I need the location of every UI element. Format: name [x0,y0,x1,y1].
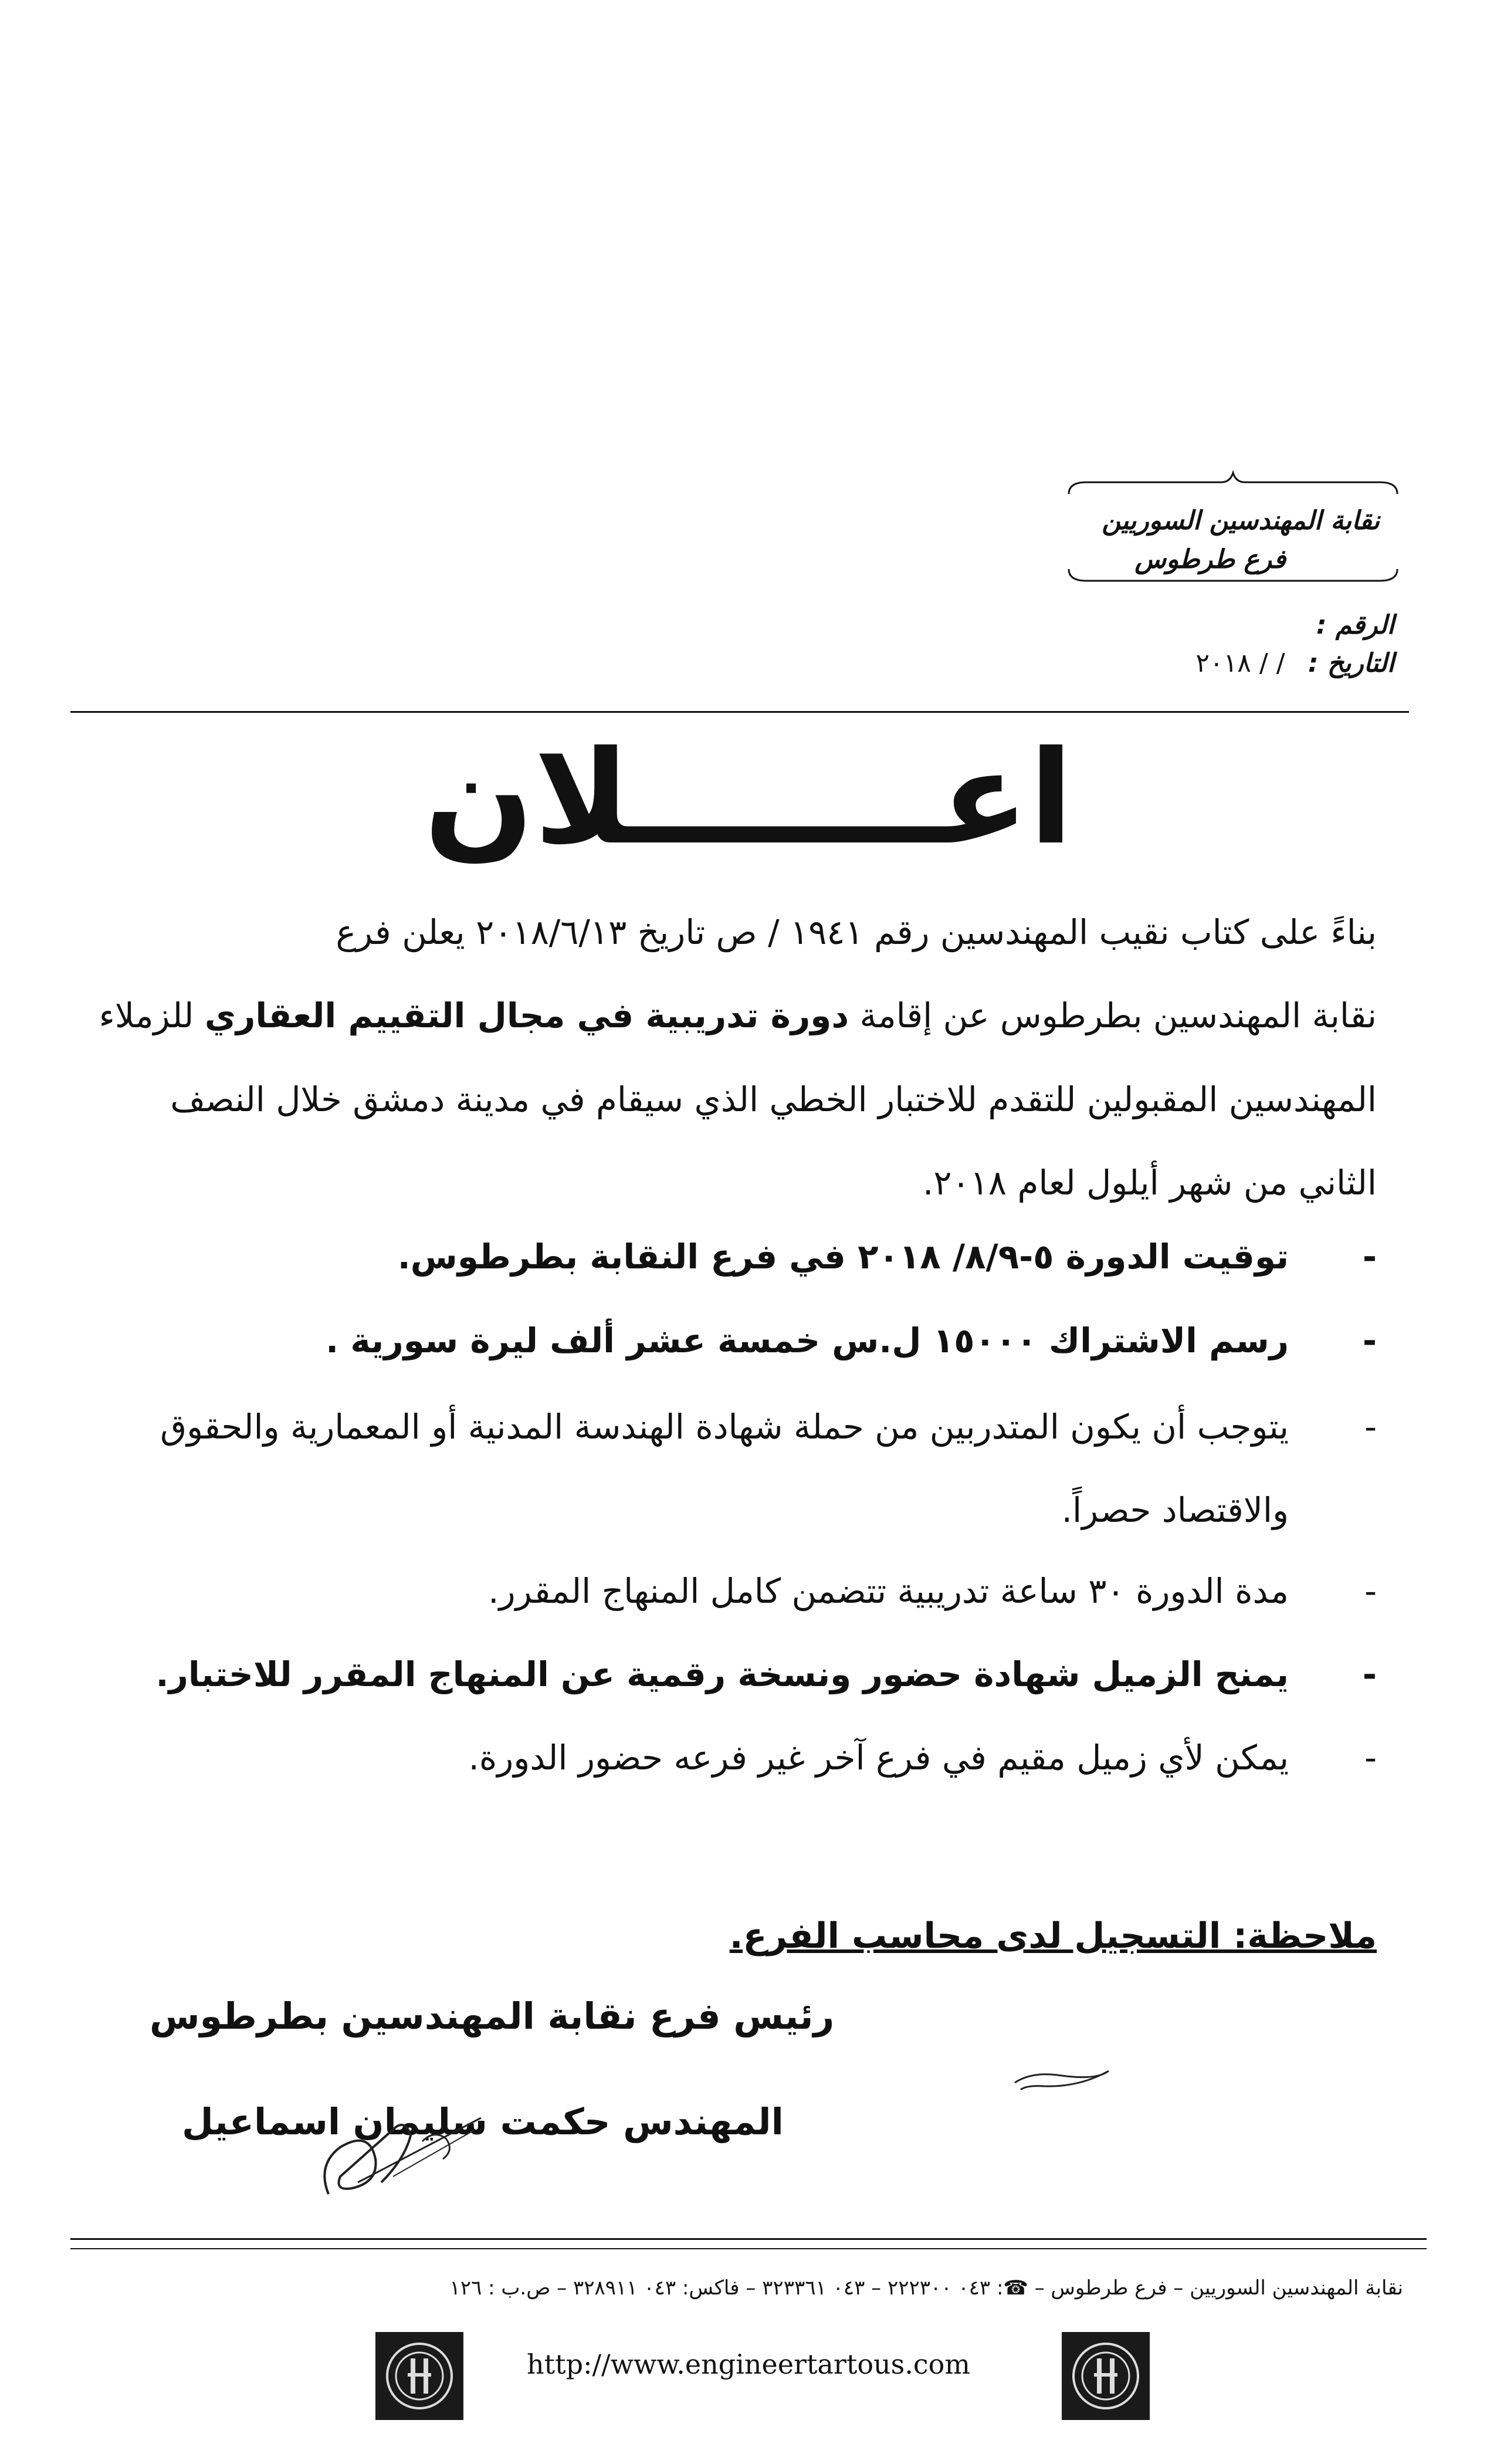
list-item-continuation [141,1490,1377,1537]
list-dash: - [1362,1237,1377,1277]
list-item-text: رسم الاشتراك ١٥٠٠٠ ل.س خمسة عشر ألف ليرة سورية . [326,1321,1289,1360]
org-header-box [1063,469,1403,593]
list-item-text: يمنح الزميل شهادة حضور ونسخة رقمية عن المنهاج المقرر للاختبار. [155,1654,1289,1694]
date-label: التاريخ : [1308,648,1394,678]
list-dash: - [1362,1654,1377,1694]
list-item-text: توقيت الدورة ٥-٨/٩/ ٢٠١٨ في فرع النقابة بطرطوس. [397,1237,1289,1277]
signatory-name: المهندس حكمت سليمان اسماعيل [182,2100,784,2143]
website-link[interactable]: http://www.engineertartous.com [527,2348,970,2380]
list-item-continuation-text: والاقتصاد حصراً. [1061,1490,1289,1530]
list-item [141,1407,1377,1454]
initials-mark [1009,2059,1115,2100]
body-line-3: المهندسين المقبولين للتقدم للاختبار الخطي الذي سيقام في مدينة دمشق خلال النصف [170,1079,1377,1119]
list-item-text: يتوجب أن يكون المتدربين من حملة شهادة الهندسة المدنية أو المعمارية والحقوق [160,1407,1289,1447]
list-item [141,1654,1377,1701]
list-item [141,1321,1377,1368]
list-item [141,1237,1377,1284]
registration-note: ملاحظة: التسجيل لدى محاسب الفرع. [729,1915,1377,1957]
body-line-4: الثاني من شهر أيلول لعام ٢٠١٨. [922,1163,1377,1203]
body-line-2-start: نقابة المهندسين بطرطوس عن إقامة [859,996,1377,1035]
body-line-2-end: للزملاء [99,996,194,1035]
footer-divider [70,2238,1427,2240]
list-item [141,1738,1377,1785]
list-dash: - [1364,1407,1377,1447]
signatory-title: رئيس فرع نقابة المهندسين بطرطوس [150,1995,835,2037]
list-item-text: مدة الدورة ٣٠ ساعة تدريبية تتضمن كامل المنهاج المقرر. [488,1571,1289,1611]
list-dash: - [1364,1738,1377,1778]
document-date [1195,648,1394,678]
reference-number [1316,610,1394,640]
body-line-2 [99,996,1377,1037]
list-item-text: يمكن لأي زميل مقيم في فرع آخر غير فرعه حضور الدورة. [468,1738,1289,1778]
list-dash: - [1362,1321,1377,1360]
reference-label: الرقم : [1316,610,1394,640]
date-value: / / ٢٠١٨ [1195,648,1285,678]
footer-divider-secondary [70,2248,1427,2249]
header-divider [70,711,1409,713]
announcement-title: اعـــــــلان [424,723,1073,873]
org-name: نقابة المهندسين السوريين [1102,506,1380,536]
list-dash: - [1364,1571,1377,1611]
course-name: دورة تدريبية في مجال التقييم العقاري [204,996,849,1035]
org-branch: فرع طرطوس [1134,544,1286,574]
body-line-1: بناءً على كتاب نقيب المهندسين رقم ١٩٤١ / ص تاريخ ٢٠١٨/٦/١٣ يعلن فرع [336,912,1377,952]
handwritten-signature [305,2094,499,2206]
syndicate-logo-right [1062,2332,1150,2420]
footer-contact-info: نقابة المهندسين السوريين – فرع طرطوس – ☎: ٠٤٣ ٢٢٢٣٠٠ – ٠٤٣ ٣٢٣٣٦١ – فاكس: ٠٤٣ ٣٢٨٩١١ – ص.ب : ١٢٦ [449,2276,1403,2300]
list-item [141,1571,1377,1618]
